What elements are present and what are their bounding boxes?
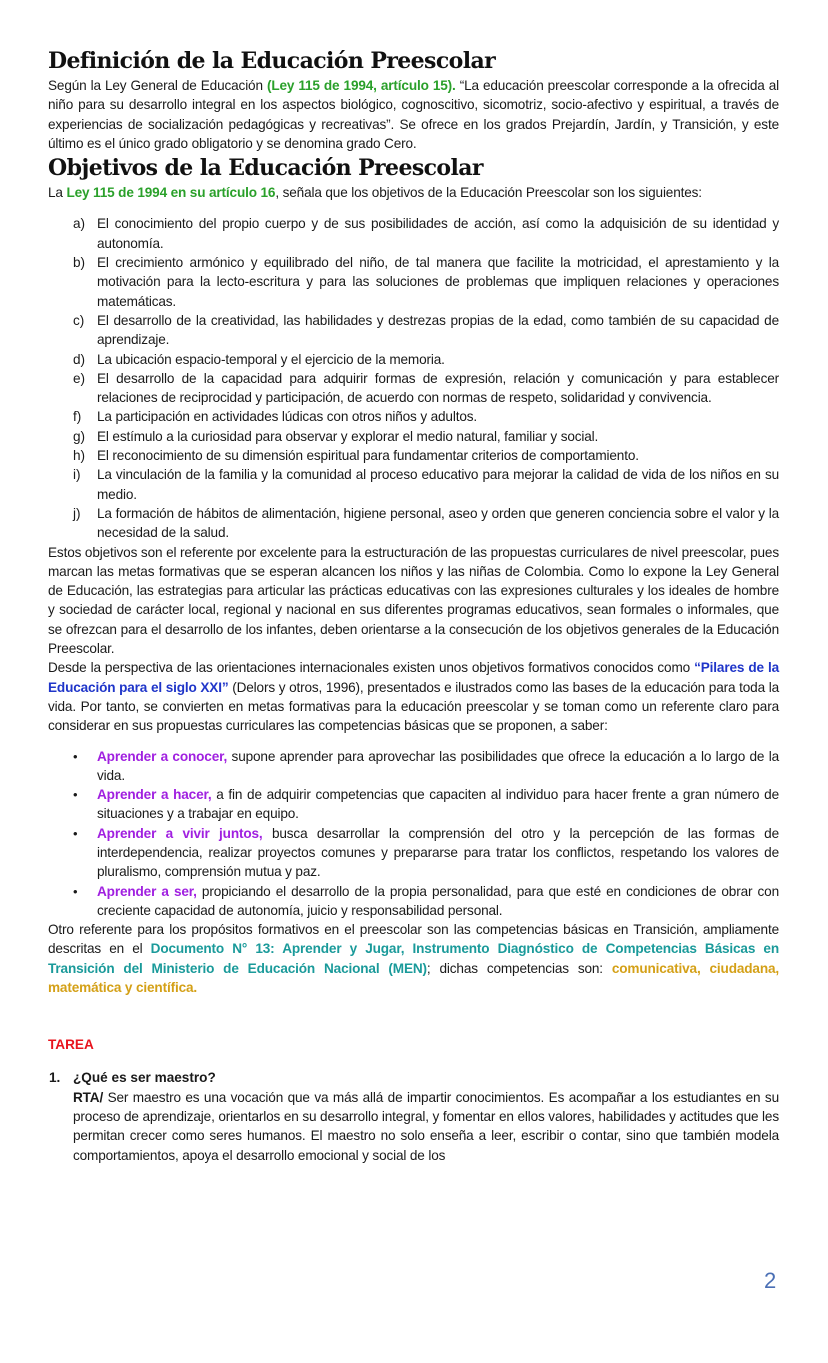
objective-item xyxy=(48,253,779,311)
pillar-description: busca desarrollar la comprensión del otro y la percepción de las formas de interdependencia, realizar proyectos comunes y prepararse para tratar los conflictos, respetando los valores de pluralismo, comprensión mutua y paz. xyxy=(97,825,779,880)
pilares-text-prefix: Desde la perspectiva de las orientaciones internacionales existen unos objetivos formativos conocidos como xyxy=(48,660,695,676)
objectives-list xyxy=(48,214,779,542)
definicion-text-suffix: “La educación preescolar corresponde a la ofrecida al niño para su desarrollo integral en los aspectos biológico, cognoscitivo, sicomotriz, socio-afectivo y espiritual, a través de experiencias de socialización pedagógicas y recreativas”. Se ofrece en los grados Prejardín, Jardín, y Transición, y este último es el único grado obligatorio y se denomina grado Cero. xyxy=(48,78,779,151)
task-item xyxy=(48,1068,779,1164)
objective-item xyxy=(48,427,779,446)
objective-item xyxy=(48,369,779,408)
pillar-text xyxy=(97,785,779,824)
objetivos-intro-suffix: , señala que los objetivos de la Educación Preescolar son los siguientes: xyxy=(275,185,702,201)
list-marker: h) xyxy=(73,448,86,464)
task-body xyxy=(73,1068,779,1164)
pillar-item xyxy=(48,747,779,786)
pilares-paragraph xyxy=(48,658,779,735)
objective-text: El desarrollo de la creatividad, las habilidades y destrezas propias de la edad, como también de su capacidad de aprendizaje. xyxy=(97,312,779,348)
pillar-text xyxy=(97,747,779,786)
documento-13-reference: Documento N° 13: Aprender y Jugar, Instrumento Diagnóstico de Competencias Básicas en Transición del Ministerio de Educación Nacional (MEN) xyxy=(48,941,779,976)
pillar-label: Aprender a hacer, xyxy=(97,787,212,803)
list-marker: g) xyxy=(73,428,86,444)
list-marker: b) xyxy=(73,255,86,271)
pillar-text xyxy=(97,824,779,882)
pillar-item xyxy=(48,882,779,921)
objective-text: El conocimiento del propio cuerpo y de sus posibilidades de acción, así como la adquisición de su identidad y autonomía. xyxy=(97,216,779,251)
objective-item xyxy=(48,214,779,253)
pillar-text xyxy=(97,882,779,921)
objetivos-intro xyxy=(48,183,779,202)
objective-text: La vinculación de la familia y la comunidad al proceso educativo para mejorar la calidad de vida de los niños en su medio. xyxy=(97,467,779,502)
rta-label: RTA/ xyxy=(73,1089,104,1105)
section-title-definicion: Definición de la Educación Preescolar xyxy=(48,48,496,74)
definicion-paragraph xyxy=(48,76,779,153)
pillar-item xyxy=(48,824,779,882)
objective-item xyxy=(48,465,779,504)
pillar-description: supone aprender para aprovechar las posibilidades que ofrece la educación a lo largo de la vida. xyxy=(97,748,779,783)
objective-item xyxy=(48,407,779,426)
objective-text: El estímulo a la curiosidad para observar y explorar el medio natural, familiar y social. xyxy=(97,428,599,444)
competencias-text-middle: ; dichas competencias son: xyxy=(426,960,612,976)
law-reference-article-15: (Ley 115 de 1994, artículo 15). xyxy=(266,78,456,93)
objetivos-intro-prefix: La xyxy=(48,185,67,201)
document-page xyxy=(48,46,779,1165)
tasks-list xyxy=(48,1068,779,1164)
bullet-icon: • xyxy=(73,825,78,841)
list-marker: j) xyxy=(73,505,81,521)
list-marker: e) xyxy=(73,370,86,386)
objective-item xyxy=(48,504,779,543)
objective-text: El desarrollo de la capacidad para adquirir formas de expresión, relación y comunicación y para establecer relaciones de reciprocidad y participación, de acuerdo con normas de respeto, solidaridad y convivencia. xyxy=(97,370,779,406)
definicion-text-prefix: Según la Ley General de Educación xyxy=(48,78,267,93)
bullet-icon: • xyxy=(73,748,78,764)
list-marker: a) xyxy=(73,216,86,232)
list-marker: d) xyxy=(73,351,86,367)
task-number: 1. xyxy=(49,1070,61,1086)
pilares-highlight: “Pilares de la Educación para el siglo XXI” xyxy=(48,660,779,695)
objective-text: La ubicación espacio-temporal y el ejercicio de la memoria. xyxy=(97,351,445,367)
section-title-objetivos: Objetivos de la Educación Preescolar xyxy=(48,155,483,182)
list-marker: c) xyxy=(73,312,85,328)
objective-text: La formación de hábitos de alimentación, higiene personal, aseo y orden que generen conciencia sobre el valor y la necesidad de la salud. xyxy=(97,505,779,541)
bullet-icon: • xyxy=(73,883,78,899)
pillar-label: Aprender a ser, xyxy=(97,883,197,899)
task-answer xyxy=(73,1088,779,1165)
pillars-list xyxy=(48,747,779,921)
objective-text: El reconocimiento de su dimensión espiritual para fundamentar criterios de comportamiento. xyxy=(97,448,639,464)
objective-text: El crecimiento armónico y equilibrado del niño, de tal manera que facilite la motricidad, el aprestamiento y la motivación para la lecto-escritura y para las soluciones de problemas que impliquen relaciones y operaciones matemáticas. xyxy=(97,255,779,309)
competencias-text-prefix: Otro referente para los propósitos formativos en el preescolar son las competencias básicas en Transición, ampliamente descritas en el xyxy=(48,922,779,957)
law-reference-article-16: Ley 115 de 1994 en su artículo 16 xyxy=(66,185,276,201)
objective-item xyxy=(48,350,779,369)
answer-text: Ser maestro es una vocación que va más allá de impartir conocimientos. Es acompañar a los estudiantes en su proceso de aprendizaje, orientarlos en su desarrollo integral, y fomentar en ellos valores, habilidades y actitudes que les permitan crecer como seres humanos. El maestro no solo enseña a leer, escribir o contar, sino que también modela comportamientos, apoya el desarrollo emocional y social de los xyxy=(73,1089,779,1163)
page-number: 2 xyxy=(764,1268,777,1293)
competencias-paragraph xyxy=(48,920,779,997)
list-marker: i) xyxy=(73,467,81,483)
pillar-label: Aprender a vivir juntos, xyxy=(97,825,263,841)
bullet-icon: • xyxy=(73,787,78,803)
competencias-list: comunicativa, ciudadana, matemática y científica. xyxy=(48,960,780,996)
pillar-description: a fin de adquirir competencias que capaciten al individuo para hacer frente a gran número de situaciones y a trabajar en equipo. xyxy=(97,787,779,822)
task-question: ¿Qué es ser maestro? xyxy=(73,1070,216,1086)
objective-item xyxy=(48,311,779,350)
objective-item xyxy=(48,446,779,465)
pillar-item xyxy=(48,785,779,824)
pilares-text-suffix: (Delors y otros, 1996), presentados e ilustrados como las bases de la educación para toda la vida. Por tanto, se convierten en metas formativas para la educación preescolar y se toman como un referente claro para considerar en sus propuestas curriculares las competencias básicas que se proponen, a saber: xyxy=(48,679,779,734)
estos-objetivos-paragraph: Estos objetivos son el referente por excelente para la estructuración de las propuestas curriculares de nivel preescolar, pues marcan las metas formativas que se esperan alcancen los niños y las niñas de Colombia. Como lo expone la Ley General de Educación, las estrategias para articular las prácticas educativas con las expresiones culturales y los ideales de hombre y sociedad de carácter local, regional y nacional en sus diferentes programas educativos, sean formales o informales, que se ofrezcan para el desarrollo de los infantes, deben orientarse a la consecución de los objetivos generales de la Educación Preescolar. xyxy=(48,544,779,657)
objective-text: La participación en actividades lúdicas con otros niños y adultos. xyxy=(97,409,478,425)
list-marker: f) xyxy=(73,409,82,425)
pillar-description: propiciando el desarrollo de la propia personalidad, para que esté en condiciones de obrar con creciente capacidad de autonomía, juicio y responsabilidad personal. xyxy=(97,883,779,918)
tarea-label: TAREA xyxy=(48,1037,94,1053)
pillar-label: Aprender a conocer, xyxy=(97,748,228,764)
